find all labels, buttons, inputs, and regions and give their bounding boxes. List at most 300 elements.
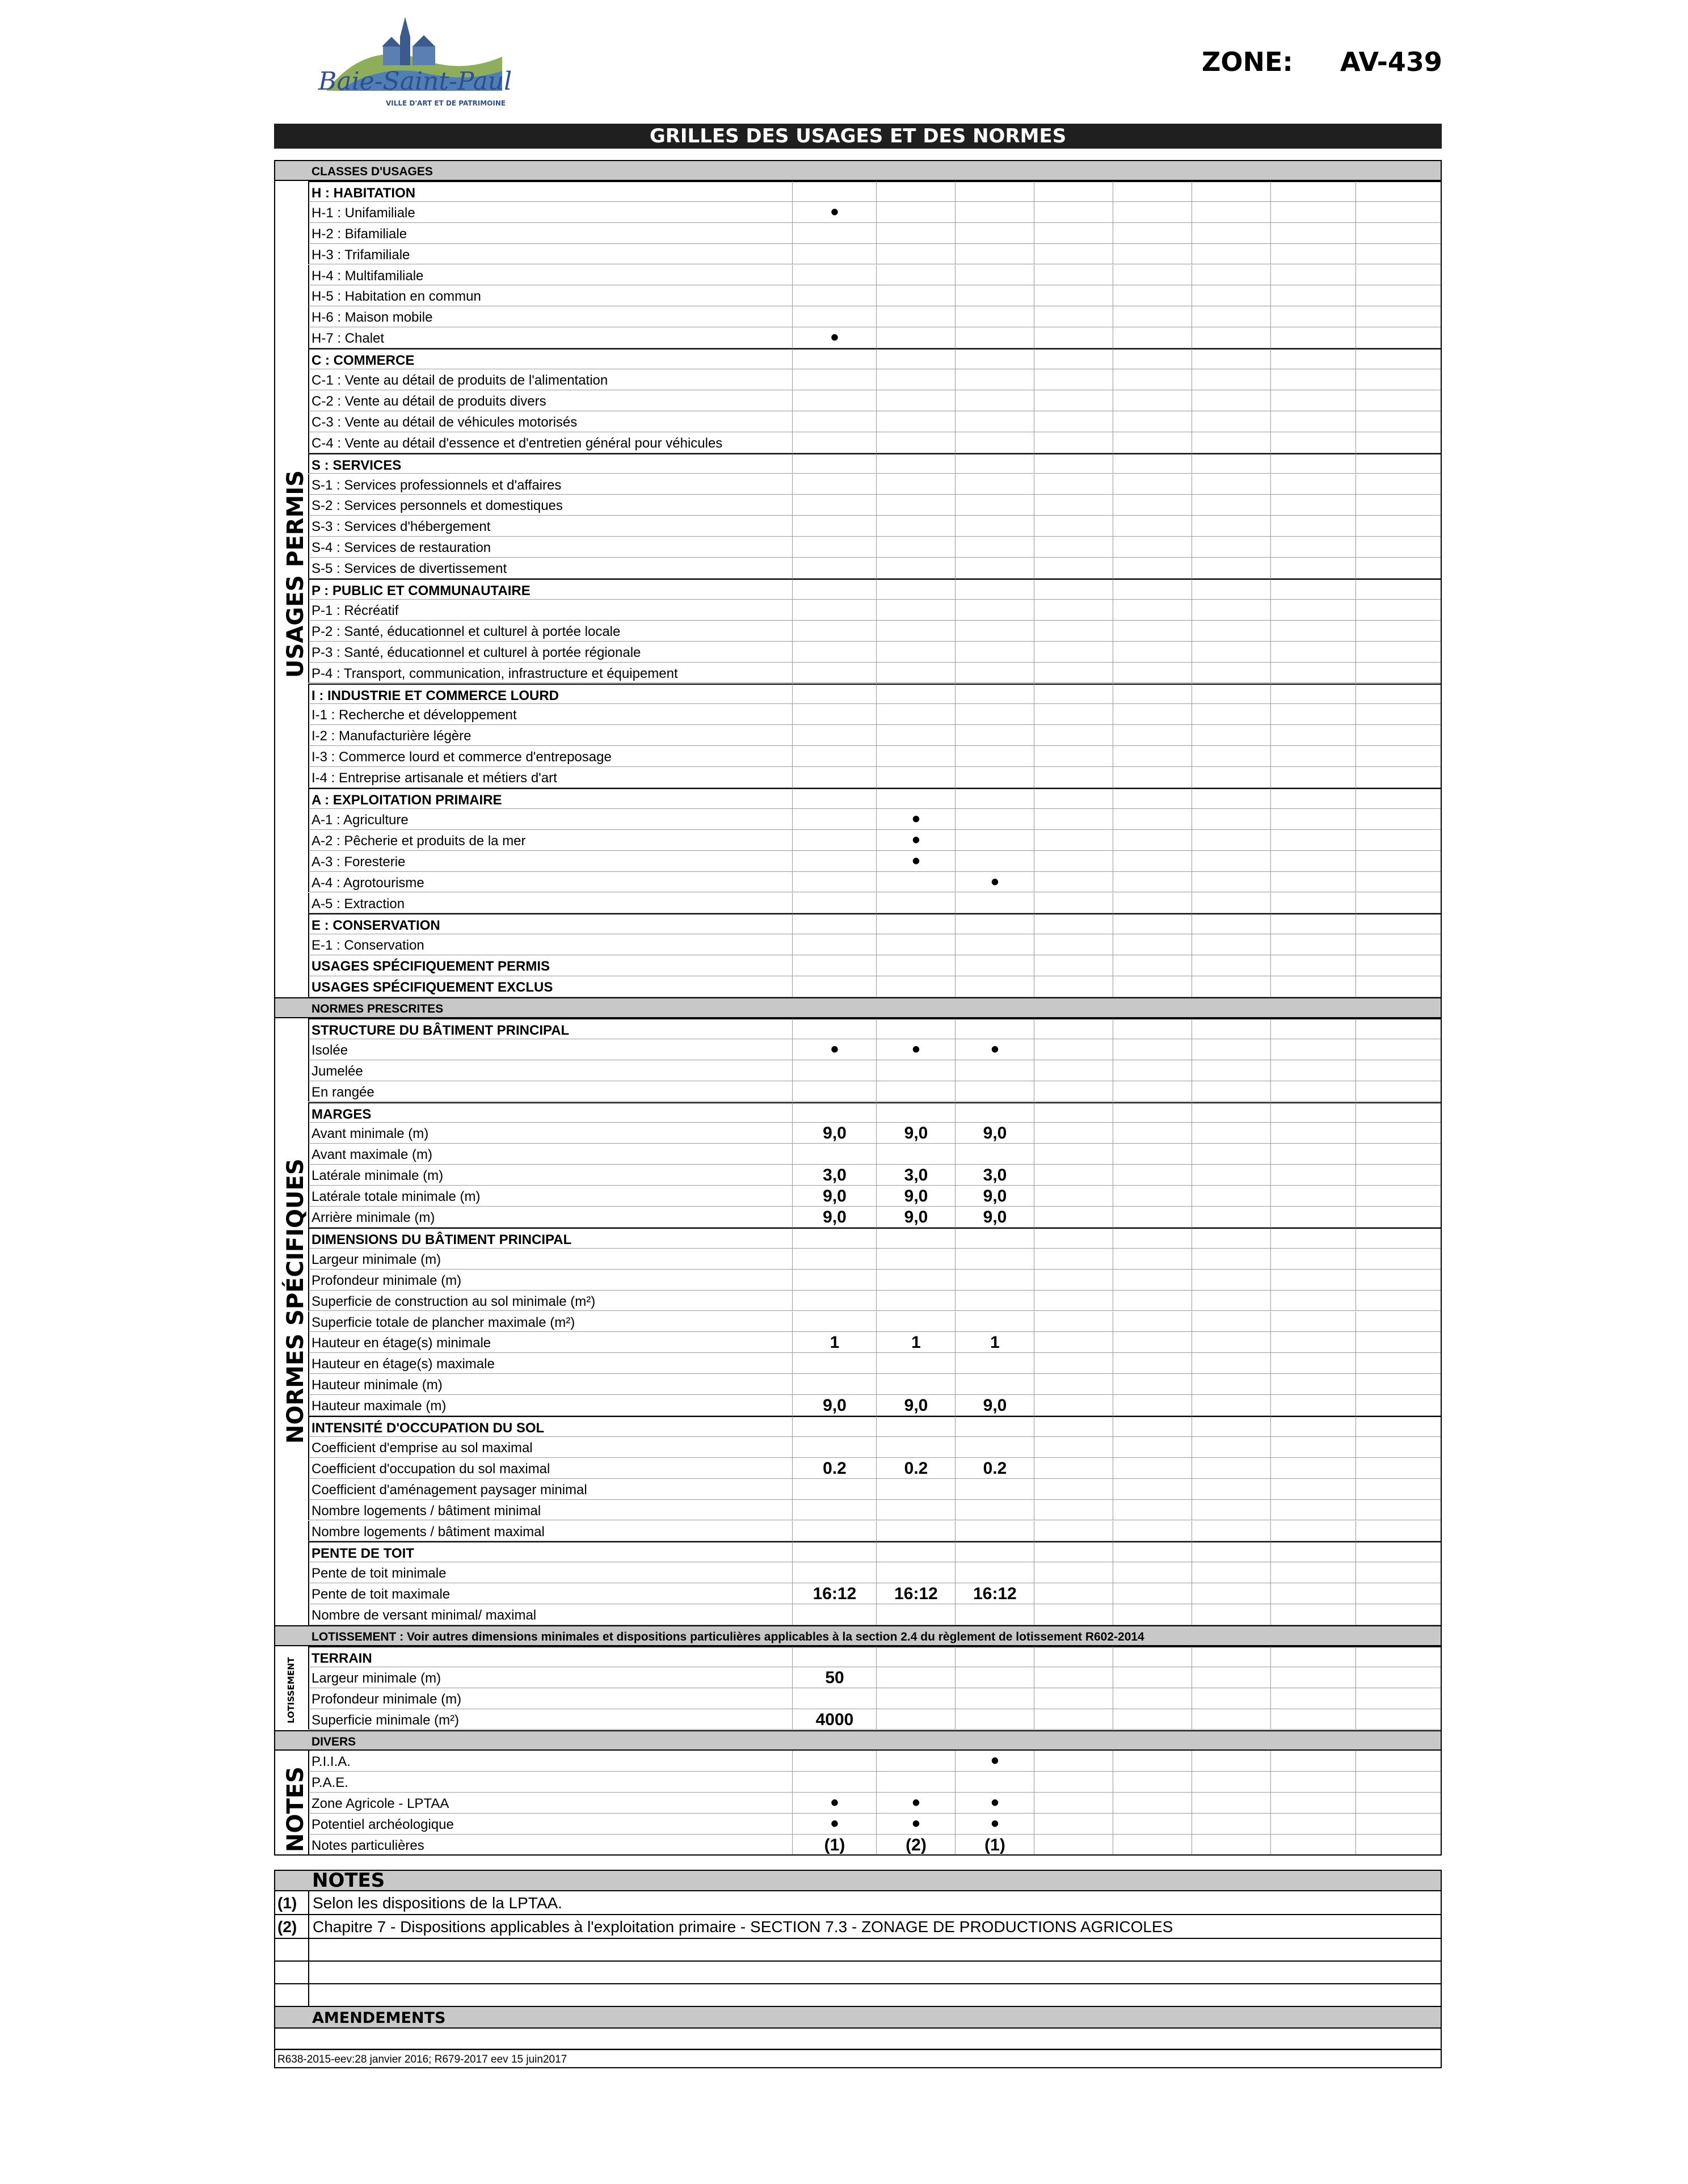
usage-row (308, 1165, 792, 1186)
value-cell (876, 537, 955, 558)
value-cell (1270, 1081, 1356, 1102)
value-cell (1270, 1123, 1356, 1144)
value-cell (1356, 1667, 1442, 1688)
value-cell (1270, 663, 1356, 684)
value-cell (955, 1688, 1034, 1709)
cell-value: 50 (825, 1668, 844, 1687)
value-cell (1270, 1751, 1356, 1772)
usage-row (308, 1353, 792, 1374)
value-cell (1356, 1374, 1442, 1395)
value-cell (1356, 1332, 1442, 1353)
value-cell (792, 893, 876, 914)
value-cell (876, 1437, 955, 1458)
value-cell (792, 285, 876, 306)
value-cell (1192, 1772, 1270, 1793)
value-cell (1113, 181, 1192, 202)
value-cell (1034, 913, 1113, 934)
usage-row (308, 327, 792, 348)
value-cell (1192, 704, 1270, 725)
value-cell (955, 1081, 1034, 1102)
value-cell (792, 1036, 876, 1062)
side-cell (274, 181, 308, 202)
side-title-normes: NORMES SPÉCIFIQUES (283, 1158, 309, 1444)
value-cell (1192, 223, 1270, 244)
value-cell (1192, 1039, 1270, 1060)
value-cell (1192, 285, 1270, 306)
section-header-row (308, 1228, 792, 1249)
value-cell (1192, 537, 1270, 558)
value-cell (792, 1541, 876, 1562)
side-cell (274, 369, 308, 390)
value-cell (1356, 934, 1442, 955)
value-cell (1113, 621, 1192, 642)
value-cell (955, 1541, 1034, 1562)
value-cell (1192, 1270, 1270, 1291)
value-cell (1034, 265, 1113, 286)
section-header-row (308, 1646, 792, 1667)
value-cell (876, 1688, 955, 1709)
value-cell (1356, 1521, 1442, 1542)
value-cell (1034, 1207, 1113, 1228)
usage-row (308, 1583, 792, 1604)
value-cell (1113, 495, 1192, 516)
value-cell (1192, 1793, 1270, 1814)
section-header-row (308, 348, 792, 369)
band-row (308, 160, 1442, 181)
cell-value: 9,0 (904, 1396, 928, 1415)
value-cell (876, 390, 955, 411)
row-label: C-3 : Vente au détail de véhicules motorisés (311, 414, 578, 430)
value-cell (792, 1790, 876, 1816)
value-cell (1034, 600, 1113, 621)
usage-row (308, 244, 792, 265)
value-cell (876, 1186, 955, 1207)
value-cell (1356, 1102, 1442, 1123)
row-label: S-5 : Services de divertissement (311, 561, 507, 577)
value-cell (792, 1667, 876, 1688)
value-cell (1192, 830, 1270, 851)
value-cell (1356, 348, 1442, 369)
row-label: S-2 : Services personnels et domestiques (311, 498, 563, 514)
value-cell (955, 1772, 1034, 1793)
value-cell (1192, 746, 1270, 767)
cell-value: 9,0 (983, 1396, 1007, 1415)
value-cell (876, 976, 955, 997)
value-cell (1192, 369, 1270, 390)
value-cell (1113, 663, 1192, 684)
value-cell (1113, 1039, 1192, 1060)
bullet-mark: • (912, 1036, 920, 1062)
value-cell (955, 1583, 1034, 1604)
value-cell (1270, 432, 1356, 453)
value-cell (955, 684, 1034, 705)
value-cell (792, 1270, 876, 1291)
value-cell (1356, 788, 1442, 809)
value-cell (792, 1186, 876, 1207)
value-cell (955, 390, 1034, 411)
value-cell (1270, 223, 1356, 244)
row-label: Coefficient d'aménagement paysager minimal (311, 1482, 587, 1498)
usage-row (308, 621, 792, 642)
value-cell (955, 704, 1034, 725)
value-cell (876, 1144, 955, 1165)
value-cell (1034, 1751, 1113, 1772)
value-cell (955, 1186, 1034, 1207)
value-cell (792, 1312, 876, 1333)
value-cell (792, 1500, 876, 1521)
value-cell (1356, 872, 1442, 893)
value-cell (1034, 1270, 1113, 1291)
amendments-footer: R638-2015-eev:28 janvier 2016; R679-2017 eev 15 juin2017 (277, 2054, 567, 2065)
value-cell (1192, 1479, 1270, 1500)
value-cell (1113, 1751, 1192, 1772)
value-cell (955, 223, 1034, 244)
value-cell (792, 913, 876, 934)
side-cell (274, 725, 308, 746)
value-cell (1113, 1479, 1192, 1500)
value-cell (1356, 516, 1442, 537)
value-cell (1192, 516, 1270, 537)
value-cell (955, 474, 1034, 495)
value-cell (955, 1036, 1034, 1062)
usage-row (308, 306, 792, 327)
value-cell (1113, 1688, 1192, 1709)
value-cell (792, 369, 876, 390)
section-label: MARGES (311, 1106, 372, 1122)
row-label: H-1 : Unifamiliale (311, 205, 415, 221)
value-cell (1270, 621, 1356, 642)
band-row (308, 1730, 1442, 1751)
value-cell (876, 1416, 955, 1437)
value-cell (1034, 1835, 1113, 1856)
cell-value: 9,0 (904, 1208, 928, 1226)
value-cell (1034, 1291, 1113, 1312)
value-cell (876, 1811, 955, 1837)
value-cell (792, 934, 876, 955)
value-cell (1356, 411, 1442, 432)
value-cell (1034, 893, 1113, 914)
value-cell (1270, 1814, 1356, 1835)
value-cell (1113, 1018, 1192, 1039)
usage-row (308, 976, 792, 997)
value-cell (1270, 1604, 1356, 1625)
usage-row (308, 851, 792, 872)
value-cell (1356, 704, 1442, 725)
value-cell (1192, 1123, 1270, 1144)
row-label: A-3 : Foresterie (311, 854, 406, 870)
value-cell (955, 558, 1034, 579)
value-cell (792, 1374, 876, 1395)
value-cell (1192, 1500, 1270, 1521)
bullet-mark: • (991, 1036, 999, 1062)
row-label: Coefficient d'emprise au sol maximal (311, 1440, 533, 1456)
cell-value: (1) (824, 1836, 845, 1854)
band-left-cell (274, 1625, 308, 1646)
value-cell (1270, 1667, 1356, 1688)
value-cell (1356, 684, 1442, 705)
row-label: Jumelée (311, 1063, 363, 1079)
value-cell (1034, 1583, 1113, 1604)
cell-value: 0.2 (983, 1458, 1007, 1478)
value-cell (1270, 1039, 1356, 1060)
value-cell (792, 181, 876, 202)
value-cell (1192, 1291, 1270, 1312)
value-cell (1034, 327, 1113, 348)
value-cell (1356, 1688, 1442, 1709)
logo-wordmark: Baie-Saint-Paul (318, 67, 512, 96)
value-cell (792, 1228, 876, 1249)
value-cell (955, 830, 1034, 851)
value-cell (1034, 1144, 1113, 1165)
cell-value: 9,0 (823, 1187, 847, 1206)
value-cell (792, 1646, 876, 1667)
value-cell (792, 1437, 876, 1458)
row-label: P-2 : Santé, éducationnel et culturel à portée locale (311, 623, 621, 639)
value-cell (792, 1123, 876, 1144)
value-cell (955, 1395, 1034, 1416)
value-cell (1270, 202, 1356, 223)
value-cell (1192, 1018, 1270, 1039)
side-cell (274, 830, 308, 851)
usage-row (308, 1772, 792, 1793)
usage-row (308, 1458, 792, 1479)
side-cell (274, 872, 308, 893)
value-cell (1113, 579, 1192, 600)
row-label: Zone Agricole - LPTAA (311, 1796, 449, 1812)
value-cell (1034, 348, 1113, 369)
value-cell (876, 558, 955, 579)
row-label: Profondeur minimale (m) (311, 1272, 462, 1288)
value-cell (955, 767, 1034, 788)
value-cell (1034, 1709, 1113, 1730)
value-cell (876, 1353, 955, 1374)
value-cell (792, 725, 876, 746)
bullet-mark: • (991, 1811, 999, 1837)
value-cell (955, 1790, 1034, 1816)
value-cell (1192, 1646, 1270, 1667)
usage-row (308, 746, 792, 767)
bullet-mark: • (991, 1748, 999, 1774)
value-cell (792, 1353, 876, 1374)
row-label: P-3 : Santé, éducationnel et culturel à portée régionale (311, 644, 641, 660)
section-label: PENTE DE TOIT (311, 1546, 414, 1562)
note-number: (1) (277, 1894, 297, 1912)
value-cell (1356, 1604, 1442, 1625)
value-cell (876, 1835, 955, 1856)
value-cell (792, 223, 876, 244)
value-cell (1270, 474, 1356, 495)
note-text: Chapitre 7 - Dispositions applicables à l'exploitation primaire - SECTION 7.3 - ZONAGE DE PRODUCTIONS AGRICOLES (313, 1918, 1173, 1936)
value-cell (1113, 913, 1192, 934)
row-label: En rangée (311, 1084, 374, 1100)
bullet-mark: • (912, 827, 920, 853)
value-cell (1192, 1667, 1270, 1688)
row-label: Superficie de construction au sol minimale (m²) (311, 1293, 596, 1309)
value-cell (1192, 1604, 1270, 1625)
value-cell (792, 453, 876, 474)
value-cell (955, 369, 1034, 390)
value-cell (1113, 558, 1192, 579)
value-cell (1270, 767, 1356, 788)
value-cell (955, 1479, 1034, 1500)
value-cell (1356, 809, 1442, 830)
value-cell (1270, 285, 1356, 306)
value-cell (1270, 327, 1356, 348)
value-cell (1034, 1039, 1113, 1060)
value-cell (876, 1709, 955, 1730)
value-cell (1270, 1835, 1356, 1856)
value-cell (1034, 851, 1113, 872)
value-cell (1270, 1688, 1356, 1709)
value-cell (1356, 1437, 1442, 1458)
usage-row (308, 1123, 792, 1144)
row-label: H-7 : Chalet (311, 331, 385, 347)
usage-row (308, 432, 792, 453)
value-cell (955, 913, 1034, 934)
side-cell (274, 1521, 308, 1542)
value-cell (1356, 1751, 1442, 1772)
value-cell (1356, 1291, 1442, 1312)
value-cell (955, 851, 1034, 872)
value-cell (876, 1458, 955, 1479)
section-header-row (308, 1416, 792, 1437)
value-cell (876, 1521, 955, 1542)
value-cell (955, 621, 1034, 642)
value-cell (1270, 1060, 1356, 1081)
row-label: E-1 : Conservation (311, 938, 424, 954)
value-cell (955, 1060, 1034, 1081)
value-cell (1270, 955, 1356, 976)
value-cell (792, 621, 876, 642)
side-cell (274, 432, 308, 453)
value-cell (1113, 976, 1192, 997)
value-cell (1113, 223, 1192, 244)
value-cell (792, 704, 876, 725)
value-cell (955, 663, 1034, 684)
value-cell (1270, 1374, 1356, 1395)
value-cell (1192, 872, 1270, 893)
value-cell (792, 1772, 876, 1793)
value-cell (792, 495, 876, 516)
value-cell (955, 453, 1034, 474)
side-cell (274, 809, 308, 830)
value-cell (1034, 1541, 1113, 1562)
value-cell (792, 976, 876, 997)
usage-row (308, 1688, 792, 1709)
note-row (274, 1984, 1442, 2007)
value-cell (792, 830, 876, 851)
value-cell (955, 746, 1034, 767)
value-cell (1113, 432, 1192, 453)
value-cell (876, 1541, 955, 1562)
value-cell (1113, 725, 1192, 746)
usage-row (308, 495, 792, 516)
value-cell (876, 1081, 955, 1102)
value-cell (1356, 495, 1442, 516)
cell-value: 16:12 (973, 1584, 1017, 1604)
value-cell (1113, 1416, 1192, 1437)
row-label: C-1 : Vente au détail de produits de l'alimentation (311, 373, 608, 388)
value-cell (955, 1249, 1034, 1270)
value-cell (792, 432, 876, 453)
value-cell (876, 1667, 955, 1688)
side-cell (274, 788, 308, 809)
row-label: Largeur minimale (m) (311, 1251, 441, 1267)
value-cell (876, 181, 955, 202)
value-cell (1270, 1709, 1356, 1730)
value-cell (1270, 1186, 1356, 1207)
section-label: A : EXPLOITATION PRIMAIRE (311, 792, 502, 808)
side-cell (274, 704, 308, 725)
value-cell (1034, 1353, 1113, 1374)
value-cell (1192, 1751, 1270, 1772)
value-cell (1113, 1646, 1192, 1667)
side-cell (274, 1060, 308, 1081)
value-cell (1270, 913, 1356, 934)
value-cell (792, 390, 876, 411)
value-cell (1034, 181, 1113, 202)
value-cell (1113, 1395, 1192, 1416)
note-divider (308, 1915, 309, 1939)
value-cell (1356, 1081, 1442, 1102)
note-row (274, 1891, 1442, 1915)
value-cell (1034, 411, 1113, 432)
value-cell (792, 1521, 876, 1542)
value-cell (1113, 955, 1192, 976)
value-cell (876, 1060, 955, 1081)
cell-value: (1) (984, 1836, 1005, 1854)
value-cell (1034, 1772, 1113, 1793)
value-cell (1270, 1291, 1356, 1312)
section-label: INTENSITÉ D'OCCUPATION DU SOL (311, 1420, 545, 1436)
bullet-mark: • (991, 869, 999, 895)
value-cell (876, 663, 955, 684)
value-cell (1113, 684, 1192, 705)
value-cell (1270, 1772, 1356, 1793)
value-cell (876, 934, 955, 955)
usage-row (308, 1667, 792, 1688)
value-cell (1192, 558, 1270, 579)
value-cell (1113, 1604, 1192, 1625)
value-cell (1270, 1395, 1356, 1416)
value-cell (1034, 767, 1113, 788)
side-cell (274, 1541, 308, 1562)
value-cell (876, 223, 955, 244)
row-label: I-1 : Recherche et développement (311, 707, 517, 723)
bullet-mark: • (991, 1790, 999, 1816)
amendments-blank-row (274, 2029, 1442, 2049)
row-label: I-2 : Manufacturière légère (311, 728, 472, 744)
value-cell (955, 1667, 1034, 1688)
usage-row (308, 537, 792, 558)
value-cell (792, 244, 876, 265)
value-cell (1192, 725, 1270, 746)
value-cell (1113, 1228, 1192, 1249)
usage-row (308, 1374, 792, 1395)
value-cell (1192, 1165, 1270, 1186)
usage-row (308, 934, 792, 955)
value-cell (1034, 746, 1113, 767)
side-cell (274, 1458, 308, 1479)
section-header-row (308, 1018, 792, 1039)
side-cell (274, 934, 308, 955)
value-cell (955, 1437, 1034, 1458)
value-cell (792, 642, 876, 663)
notes-heading-band (274, 1870, 1442, 1891)
usage-row (308, 474, 792, 495)
value-cell (1356, 1646, 1442, 1667)
value-cell (792, 199, 876, 225)
